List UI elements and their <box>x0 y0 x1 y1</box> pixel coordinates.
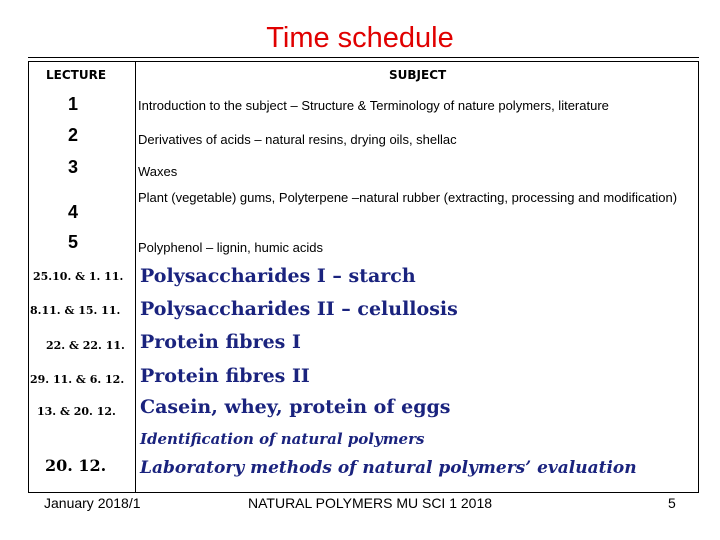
subject-text: Waxes <box>138 164 178 179</box>
footer-date: January 2018/1 <box>44 495 141 511</box>
subject-text: Polysaccharides I – starch <box>140 265 416 287</box>
lecture-number: 4 <box>68 202 79 222</box>
subject-text: Polyphenol – lignin, humic acids <box>138 240 323 255</box>
subject-text: Casein, whey, protein of eggs <box>140 396 451 418</box>
lecture-date: 20. 12. <box>45 456 107 475</box>
lecture-number: 2 <box>68 125 79 145</box>
subject-text: Polysaccharides II – celullosis <box>140 298 458 320</box>
subject-text: Protein fibres I <box>140 331 301 353</box>
column-divider <box>135 61 136 493</box>
subject-text: Plant (vegetable) gums, Polyterpene –natural rubber (extracting, processing and modification) <box>138 190 678 205</box>
header-subject: SUBJECT <box>389 68 447 82</box>
subject-text: Introduction to the subject – Structure & Terminology of nature polymers, literature <box>138 98 609 113</box>
subject-text: Laboratory methods of natural polymers’ evaluation <box>140 458 637 478</box>
page-title: Time schedule <box>266 22 454 54</box>
footer-course: NATURAL POLYMERS MU SCI 1 2018 <box>248 495 493 511</box>
page-number: 5 <box>668 495 676 511</box>
title-rule <box>28 57 699 58</box>
lecture-date: 13. & 20. 12. <box>37 405 116 418</box>
header-lecture: LECTURE <box>46 68 107 82</box>
subject-text: Identification of natural polymers <box>140 430 425 448</box>
subject-text: Derivatives of acids – natural resins, drying oils, shellac <box>138 132 457 147</box>
lecture-number: 5 <box>68 232 79 252</box>
lecture-date: 8.11. & 15. 11. <box>30 304 121 317</box>
lecture-number: 1 <box>68 94 79 114</box>
subject-text: Protein fibres II <box>140 365 310 387</box>
lecture-date: 25.10. & 1. 11. <box>33 270 124 283</box>
lecture-number: 3 <box>68 157 79 177</box>
lecture-date: 22. & 22. 11. <box>46 339 125 352</box>
lecture-date: 29. 11. & 6. 12. <box>30 373 125 386</box>
